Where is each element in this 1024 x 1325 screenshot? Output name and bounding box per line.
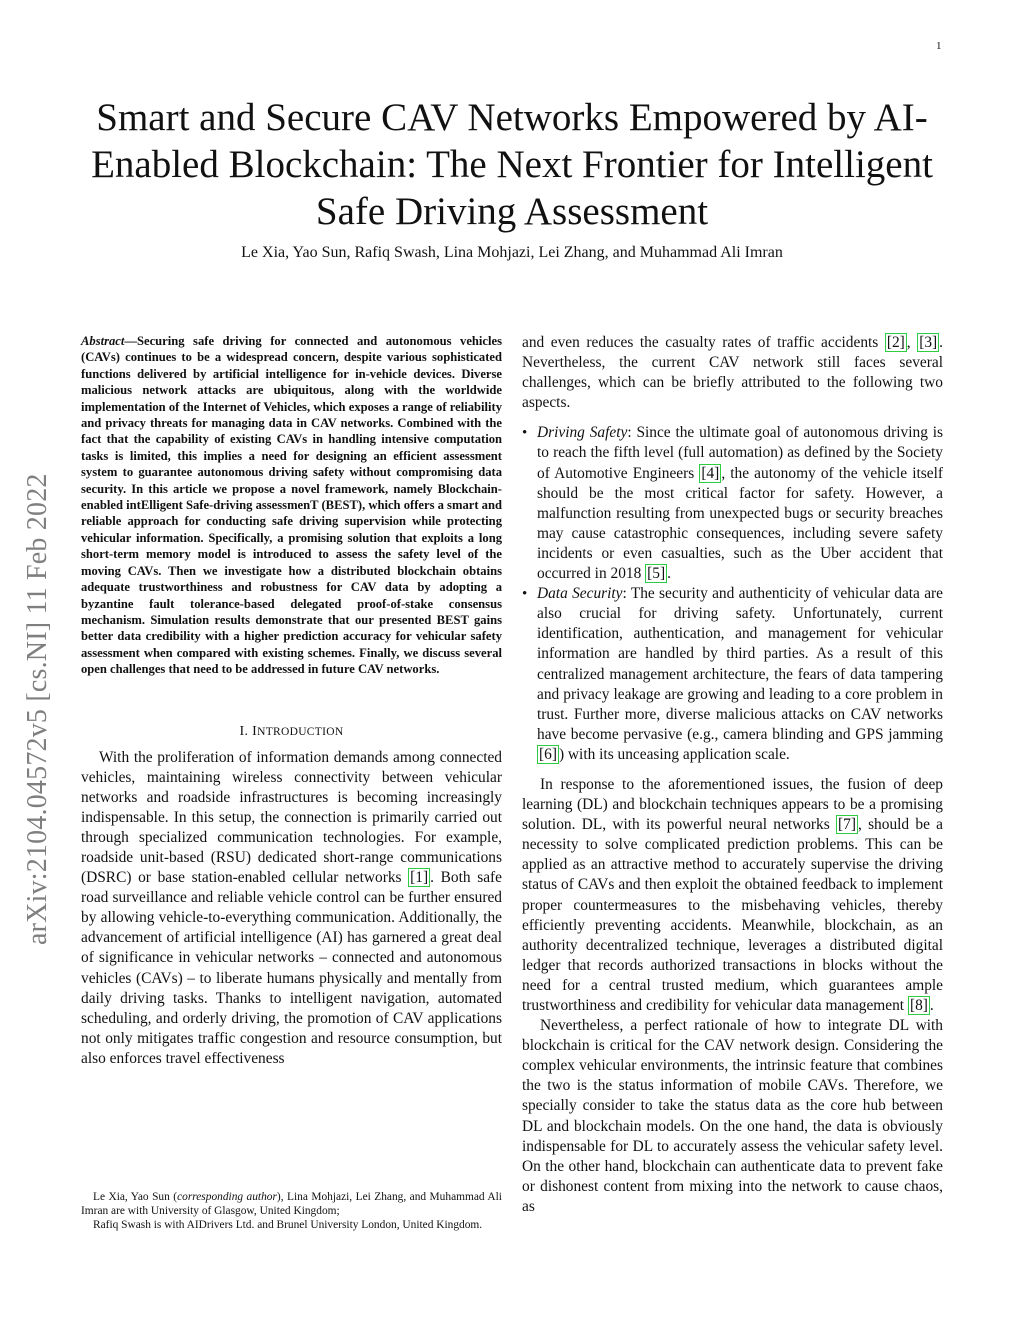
intro-paragraph-1 xyxy=(81,748,502,1070)
abstract xyxy=(81,333,502,678)
text-run: corresponding author xyxy=(177,1191,277,1203)
section-numeral: I. xyxy=(239,723,249,739)
list-item-driving-safety xyxy=(522,423,943,584)
text-run: In response to the aforementioned issues, the fusion of deep learning (DL) and blockchain techniques appears to be a promising solution. DL, with its powerful neural networks xyxy=(522,775,943,834)
citation-link[interactable]: [4] xyxy=(701,464,720,482)
footnote-affiliation-2: Rafiq Swash is with AIDrivers Ltd. and Brunel University London, United Kingdom. xyxy=(93,1219,483,1232)
arxiv-stamp[interactable]: arXiv:2104.04572v5 [cs.NI] 11 Feb 2022 xyxy=(22,473,53,945)
text-run: ) with its unceasing application scale. xyxy=(558,745,790,763)
intro-continuation xyxy=(522,333,943,413)
section-title-initial: I xyxy=(252,723,258,739)
author-footnotes xyxy=(81,1190,502,1233)
citation-link[interactable]: [7] xyxy=(838,816,856,834)
abstract-text: —Securing safe driving for connected and autonomous vehicles (CAVs) continues to be a widespread concern, despite various sophisticated functions delivered by artificial intelligence for in-vehicle devices. Diverse malicious network attacks are ubiquitous, along with the worldwide implementation of the Internet of Vehicles, which exposes a range of reliability and privacy threats for managing data in CAV networks. Combined with the fact that the capability of existing CAVs in handling intensive computation tasks is limited, this implies a need for designing an efficient assessment system to guarantee autonomous driving safety without compromising data security. In this article we propose a novel framework, namely Blockchain-enabled intElligent Safe-driving assessmenT (BEST), which offers a smart and reliable approach for conducting safe driving supervision while protecting vehicular information. Specifically, a promising solution that exploits a long short-term memory model is introduced to assess the safety level of the moving CAVs. Then we investigate how a distributed blockchain obtains adequate trustworthiness and robustness for CAV data by adopting a byzantine fault tolerance-based delegated proof-of-stake consensus mechanism. Simulation results demonstrate that our presented BEST gains better data credibility with a higher prediction accuracy for vehicular safety assessment when compared with existing schemes. Finally, we discuss several open challenges that need to be addressed in future CAV networks. xyxy=(81,334,502,677)
section-title-rest: NTRODUCTION xyxy=(257,725,344,738)
text-run: . Nevertheless, the current CAV network still faces several challenges, which can be briefly attributed to the following two aspects. xyxy=(522,334,943,412)
footnote-affiliation-1 xyxy=(81,1190,502,1218)
author-list: Le Xia, Yao Sun, Rafiq Swash, Lina Mohjazi, Lei Zhang, and Muhammad Ali Imran xyxy=(241,244,783,261)
right-column xyxy=(522,333,943,1217)
paper-title: Smart and Secure CAV Networks Empowered by AI-Enabled Blockchain: The Next Frontier for Intelligent Safe Driving Assessment xyxy=(91,96,933,233)
citation-link[interactable]: [1] xyxy=(410,869,429,887)
abstract-label: Abstract xyxy=(81,334,125,348)
text-run: Le Xia, Yao Sun ( xyxy=(93,1191,178,1203)
bullet-term: Driving Safety xyxy=(537,424,628,442)
text-run: and even reduces the casualty rates of traffic accidents xyxy=(522,334,885,351)
challenge-list xyxy=(522,423,943,765)
intro-paragraph-2 xyxy=(522,775,943,1016)
citation-link[interactable]: [2] xyxy=(886,334,905,351)
list-item-data-security xyxy=(522,584,943,765)
text-run: : Since the ultimate goal of autonomous driving is to reach the fifth level (full automation) as defined by the Society of Automotive Engineers xyxy=(537,424,943,482)
text-run: ), Lina Mohjazi, Lei Zhang, and Muhammad Ali Imran are with University of Glasgow, United Kingdom; xyxy=(81,1191,502,1218)
text-run: , xyxy=(906,334,918,351)
text-run: . Both safe road surveillance and reliable vehicle control can be further ensured by allowing vehicle-to-everything communication. Additionally, the advancement of artificial intelligence (AI) has garnered a great deal of significance in vehicular networks – connected and autonomous vehicles (CAVs) – to liberate humans physically and mentally from daily driving tasks. Thanks to intelligent navigation, automated scheduling, and orderly driving, the promotion of CAV applications not only mitigates traffic congestion and resource consumption, but also enforces travel effectiveness xyxy=(81,869,502,1067)
citation-link[interactable]: [8] xyxy=(909,997,928,1014)
text-run: . xyxy=(667,565,671,583)
bullet-term: Data Security xyxy=(537,585,623,603)
text-run: . xyxy=(929,997,934,1014)
citation-link[interactable]: [3] xyxy=(919,334,938,351)
intro-paragraph-3: Nevertheless, a perfect rationale of how to integrate DL with blockchain is critical for the CAV network design. Considering the complex vehicular environments, the intrinsic feature that combines the two is the status information of mobile CAVs. Therefore, we specially consider to take the status data as the core hub between DL and blockchain models. On the one hand, the data is obviously indispensable for DL to accurately assess the vehicular safety level. On the other hand, blockchain can authenticate data to prevent fake or dishonest content from mixing into the network to cause chaos, as xyxy=(522,1017,943,1215)
text-run: , should be a necessity to solve complicated prediction problems. This can be applied as an attractive method to accurately supervise the driving status of CAVs and then exploit the obtained feedback to implement proper countermeasures to the misbehaving vehicles, thereby efficiently preventing accidents. Meanwhile, blockchain, as an authority decentralized technique, leverages a distributed digital ledger that records authorized transactions in blocks without the need for a central trusted medium, which guarantees ample trustworthiness and credibility for vehicular data management xyxy=(522,816,943,1014)
text-run: : The security and authenticity of vehicular data are also crucial for driving safety. Unfortunately, current identification, authentication, and management for vehicular information are handled by third parties. As a result of this centralized management architecture, the fears of data tampering and privacy leakage are growing and leading to a core problem in trust. Further more, diverse malicious attacks on CAV networks have become pervasive (e.g., camera blinding and GPS jamming xyxy=(537,585,943,743)
text-run: With the proliferation of information demands among connected vehicles, maintaining wireless connectivity between vehicular networks and roadside infrastructures is becoming increasingly indispensable. In this setup, the connection is primarily carried out through specialized communication technologies. For example, roadside unit-based (RSU) dedicated short-range communications (DSRC) or base station-enabled cellular networks xyxy=(81,748,502,887)
text-run: , the autonomy of the vehicle itself should be the most critical factor for safety. However, a malfunction resulting from unexpected bugs or security breaches may cause catastrophic consequences, including severe safety incidents or even casualties, such as the Uber accident that occurred in 2018 xyxy=(537,464,943,583)
citation-link[interactable]: [6] xyxy=(539,745,557,763)
page-number: 1 xyxy=(936,40,942,52)
section-heading-introduction xyxy=(81,724,502,740)
left-column xyxy=(81,333,502,1069)
citation-link[interactable]: [5] xyxy=(647,565,666,583)
